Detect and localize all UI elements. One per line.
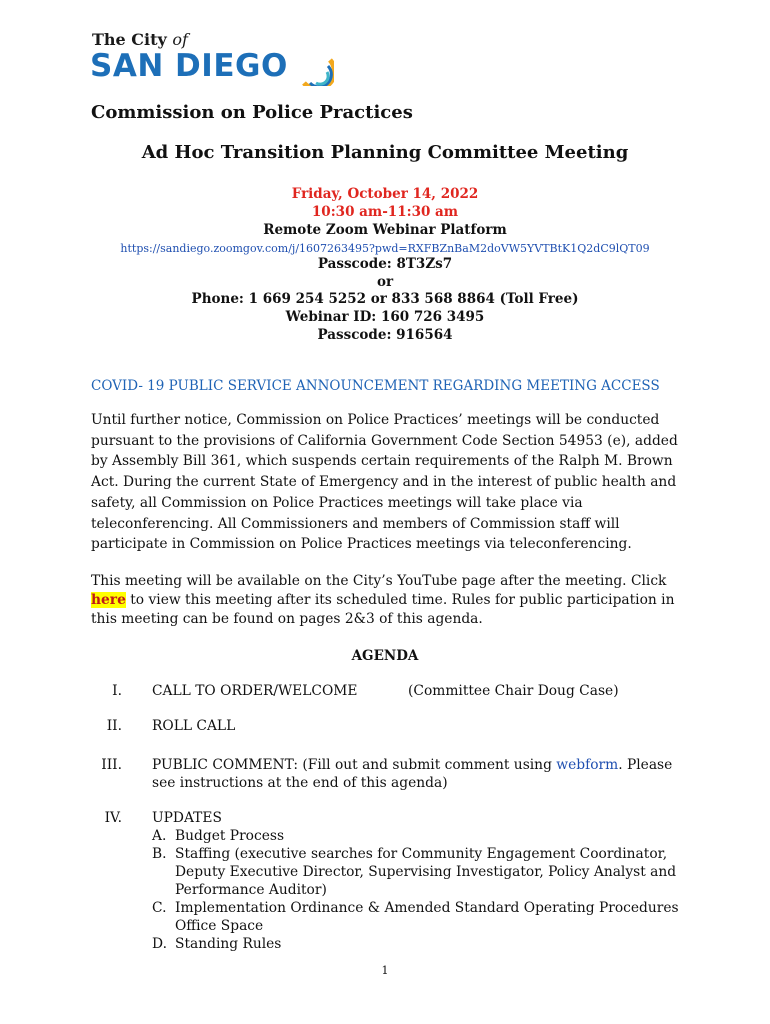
here-link[interactable]: here [91,592,126,608]
sun-icon [300,50,334,86]
passcode-1: Passcode: 8T3Zs7 [317,256,453,272]
youtube-paragraph: This meeting will be available on the City’s YouTube page after the meeting. Click here to view this meeting after its scheduled time. Rules for public participation in this meeting can be found on pages 2&3 of this agenda. [91,573,675,627]
webinar-id: Webinar ID: 160 726 3495 [285,309,485,325]
meeting-time: 10:30 am-11:30 am [311,204,459,220]
meeting-title: Ad Hoc Transition Planning Committee Meeting [141,142,629,163]
covid-paragraph: Until further notice, Commission on Police Practices’ meetings will be conducted pursuant to the provisions of California Government Code Section 54953 (e), added by Assembly Bill 361, which suspends certain requirements of the Ralph M. Brown Act. During the current State of Emergency and in the interest of public health and safety, all Commission on Police Practices meetings will take place via teleconferencing. All Commissioners and members of Commission staff will participate in Commission on Police Practices meetings via teleconferencing. [91,412,678,553]
phone-numbers: Phone: 1 669 254 5252 or 833 568 8864 (Toll Free) [191,291,579,307]
page-number: 1 [381,964,389,977]
agenda-title: AGENDA [351,648,419,664]
logo-line1: The City of [92,30,188,49]
meeting-date: Friday, October 14, 2022 [291,186,479,202]
logo-line2: SAN DIEGO [90,48,288,84]
or-text: or [376,274,394,290]
covid-heading: COVID- 19 PUBLIC SERVICE ANNOUNCEMENT REGARDING MEETING ACCESS [91,378,660,394]
passcode-2: Passcode: 916564 [317,327,453,343]
document-page: The City of SAN DIEGO Commission on Police Practices Ad Hoc Transition Planning Committee Meeting Friday, October 14, 2022 10:30 am-11:30 am Remote Zoom Webinar Platform https://sandiego.zoomgov.com/j/1607263495?pwd=RXFBZnBaM2doVW5YVTBtK1Q2dC9lQT09 Passcode: 8T3Zs7 or Phone: 1 669 254 5252 or 833 568 8864 (Toll Free) Webinar ID: 160 726 3495 Passcode: 916564 COVID- 19 PUBLIC SERVICE ANNOUNCEMENT REGARDING MEETING ACCESS Until further notice, Commission on Police Practices’ meetings will be conducted pursuant to the provisions of California Government Code Section 54953 (e), added by Assembly Bill 361, which suspends certain requirements of the Ralph M. Brown Act. During the current State of Emergency and in the interest of public health and safety, all Commission on Police Practices meetings will take place via teleconferencing. All Commissioners and members of Commission staff will participate in Commission on Police Practices meetings via teleconferencing. This meeting will be available on the City’s YouTube page after the meeting. Click here to view this meeting after its scheduled time. Rules for public participation in this meeting can be found on pages 2&3 of this agenda. AGENDA I. CALL TO ORDER/WELCOME (Committee Chair Doug Case) II. ROLL CALL III. PUBLIC COMMENT: (Fill out and submit comment using webform. Please see instructions at the end of this agenda) IV. UPDATES A. Budget Process B. Staffing (executive searches for Community Engagement Coordinator, Deputy Executive Director, Supervising Investigator, Policy Analyst and Performance Auditor) C. Implementation Ordinance & Amended Standard Operating Procedures Office Space D. Standing Rules 1 [0,0,770,1024]
zoom-link[interactable]: https://sandiego.zoomgov.com/j/1607263495?pwd=RXFBZnBaM2doVW5YVTBtK1Q2dC9lQT09 [120,242,650,255]
meeting-platform: Remote Zoom Webinar Platform [263,222,507,238]
org-title: Commission on Police Practices [91,102,413,123]
city-logo [90,30,330,90]
webform-link[interactable]: webform [556,757,619,773]
